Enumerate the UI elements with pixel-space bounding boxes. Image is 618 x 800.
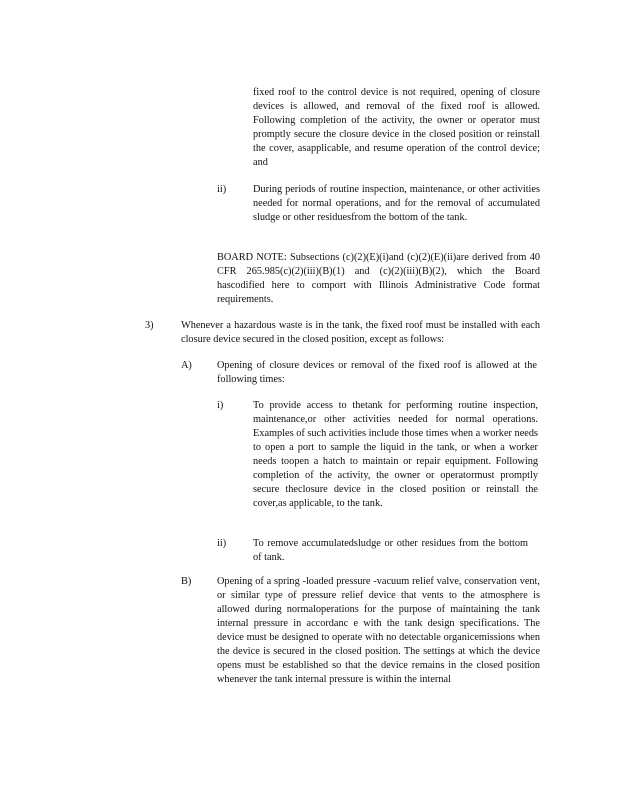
item-text-B: Opening of a spring -loaded pressure -vacuum relief valve, conservation vent, or similar type of pressure relief device that vents to the atmosphere is allowed during normaloperations for the purpose of maintaining the tank internal pressure in accordanc e with the tank design specifications. The device must be designed to operate with no detectable organicemissions when the device is secured in the closed position. The settings at which the device opens must be established so that the device remains in the closed position whenever the tank internal pressure is within the internal — [217, 576, 540, 685]
item-label-A-ii: ii) — [217, 538, 227, 549]
item-label-3: 3) — [145, 320, 154, 331]
item-text-ii-top: During periods of routine inspection, maintenance, or other activities needed for normal operations, and for the removal of accumulated sludge or other residuesfrom the bottom of the tank. — [253, 184, 540, 223]
item-text-A-ii: To remove accumulatedsludge or other residues from the bottom of tank. — [253, 538, 528, 563]
item-text-A: Opening of closure devices or removal of the fixed roof is allowed at the following times: — [217, 360, 537, 385]
item-label-B: B) — [181, 576, 192, 587]
item-label-A-i: i) — [217, 400, 224, 411]
item-label-A: A) — [181, 360, 192, 371]
paragraph-continuation: fixed roof to the control device is not required, opening of closure devices is allowed, and removal of the fixed roof is allowed. Following completion of the activity, the owner or operator must promptly secure the closure device in the closed position or reinstall the cover, asapplicable, and resume operation of the control device; and — [253, 87, 540, 168]
item-text-A-i: To provide access to thetank for performing routine inspection, maintenance,or other activities needed for normal operations. Examples of such activities include those times when a worker needs to open a port to sample the liquid in the tank, or when a worker needs toopen a hatch to maintain or repair equipment. Following completion of the activity, the owner or operatormust promptly secure theclosure device in the closed position or reinstall the cover,as applicable, to the tank. — [253, 400, 538, 509]
item-text-3: Whenever a hazardous waste is in the tank, the fixed roof must be installed with each closure device secured in the closed position, except as follows: — [181, 320, 540, 345]
board-note: BOARD NOTE: Subsections (c)(2)(E)(i)and (c)(2)(E)(ii)are derived from 40 CFR 265.985(c)(2)(iii)(B)(1) and (c)(2)(iii)(B)(2), which the Board hascodified here to comport with Illinois Administrative Code format requirements. — [217, 252, 540, 305]
item-label-ii-top: ii) — [217, 184, 227, 195]
